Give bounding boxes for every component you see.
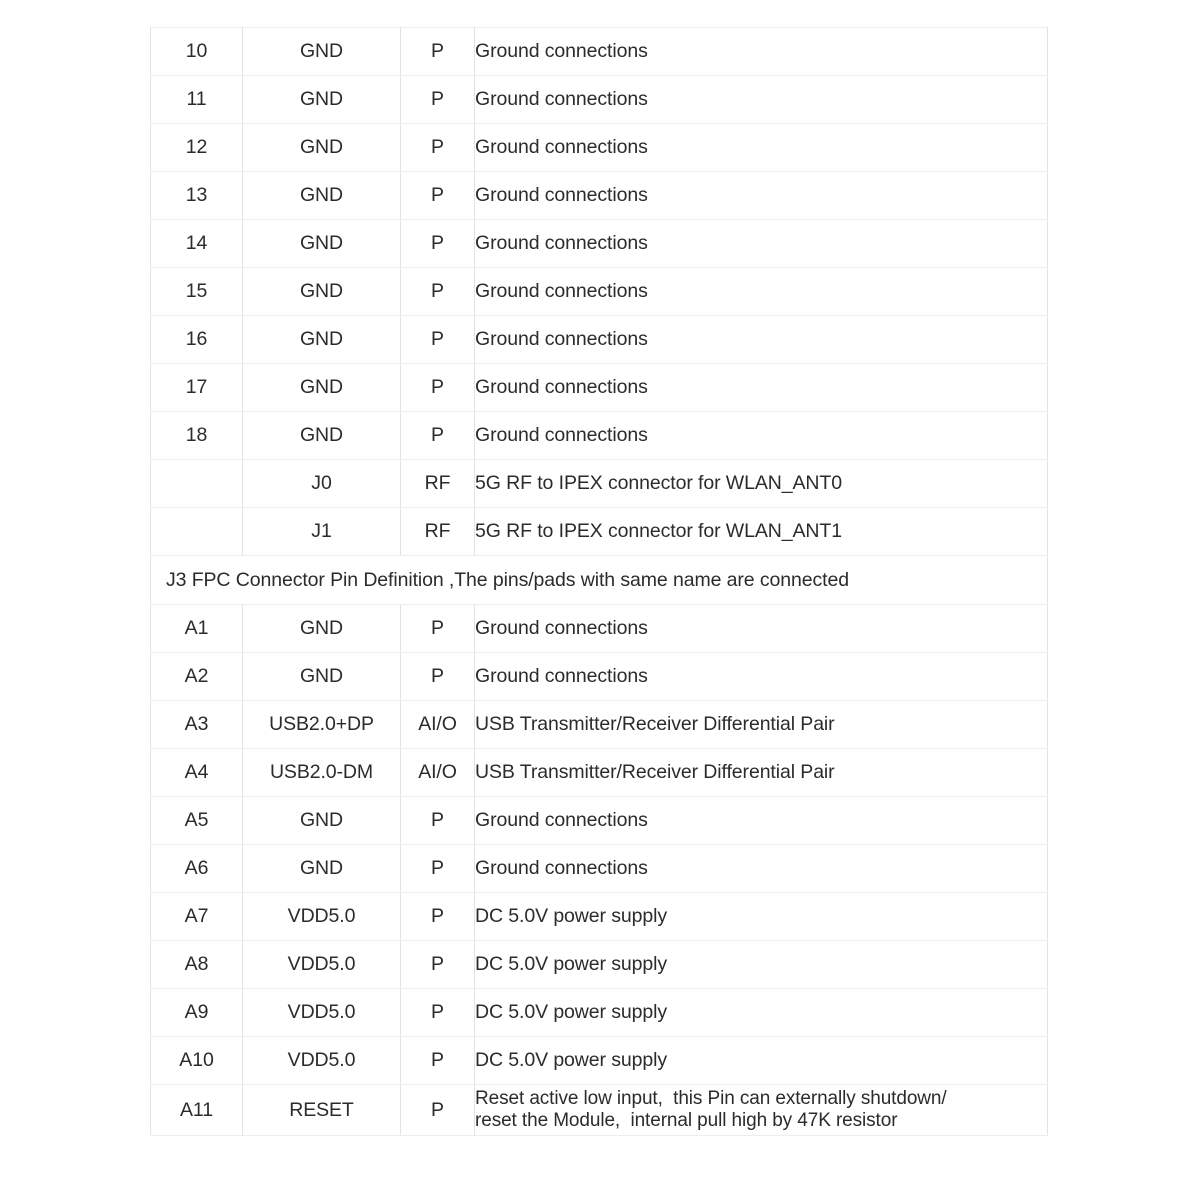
cell-pin: A7 (151, 893, 243, 941)
pin-definition-table-body (151, 28, 1048, 1136)
cell-name: GND (243, 412, 401, 460)
cell-name: GND (243, 28, 401, 76)
cell-name: VDD5.0 (243, 989, 401, 1037)
cell-type: P (401, 28, 475, 76)
cell-pin: 14 (151, 220, 243, 268)
cell-name: GND (243, 268, 401, 316)
cell-description: Ground connections (475, 172, 1048, 220)
cell-pin: A8 (151, 941, 243, 989)
cell-description: Ground connections (475, 364, 1048, 412)
cell-name: GND (243, 364, 401, 412)
cell-type: P (401, 364, 475, 412)
cell-name: VDD5.0 (243, 893, 401, 941)
cell-pin: 16 (151, 316, 243, 364)
table-row (151, 845, 1048, 893)
table-row (151, 701, 1048, 749)
cell-type: P (401, 412, 475, 460)
cell-type: P (401, 941, 475, 989)
table-row (151, 28, 1048, 76)
cell-type: P (401, 989, 475, 1037)
cell-pin (151, 460, 243, 508)
table-row (151, 1085, 1048, 1136)
cell-pin: 15 (151, 268, 243, 316)
cell-description: Ground connections (475, 653, 1048, 701)
cell-pin: A11 (151, 1085, 243, 1136)
cell-name: GND (243, 76, 401, 124)
cell-name: GND (243, 845, 401, 893)
cell-pin: 11 (151, 76, 243, 124)
table-row (151, 460, 1048, 508)
cell-type: P (401, 172, 475, 220)
cell-description: 5G RF to IPEX connector for WLAN_ANT1 (475, 508, 1048, 556)
table-row (151, 605, 1048, 653)
description-line-1: Reset active low input, this Pin can externally shutdown/ (475, 1087, 947, 1109)
cell-type: P (401, 605, 475, 653)
cell-name: USB2.0-DM (243, 749, 401, 797)
cell-description: Ground connections (475, 845, 1048, 893)
table-section-header-row (151, 556, 1048, 605)
cell-type: RF (401, 508, 475, 556)
cell-pin: A4 (151, 749, 243, 797)
cell-description: Ground connections (475, 220, 1048, 268)
cell-description: Ground connections (475, 76, 1048, 124)
cell-name: GND (243, 220, 401, 268)
cell-pin: 13 (151, 172, 243, 220)
cell-description: USB Transmitter/Receiver Differential Pair (475, 749, 1048, 797)
cell-pin: A6 (151, 845, 243, 893)
cell-type: P (401, 268, 475, 316)
table-row (151, 508, 1048, 556)
cell-name: J1 (243, 508, 401, 556)
table-row (151, 220, 1048, 268)
cell-type: AI/O (401, 749, 475, 797)
description-line-2: reset the Module, internal pull high by 47K resistor (475, 1110, 898, 1131)
cell-description: 5G RF to IPEX connector for WLAN_ANT0 (475, 460, 1048, 508)
cell-description: Ground connections (475, 316, 1048, 364)
cell-name: GND (243, 797, 401, 845)
cell-name: GND (243, 605, 401, 653)
cell-type: P (401, 845, 475, 893)
cell-type: P (401, 797, 475, 845)
table-row (151, 316, 1048, 364)
table-row (151, 412, 1048, 460)
table-row (151, 941, 1048, 989)
cell-description: Ground connections (475, 605, 1048, 653)
table-row (151, 268, 1048, 316)
table-row (151, 364, 1048, 412)
cell-type: P (401, 1085, 475, 1136)
cell-pin (151, 508, 243, 556)
cell-name: RESET (243, 1085, 401, 1136)
cell-description: Ground connections (475, 412, 1048, 460)
table-row (151, 172, 1048, 220)
cell-type: P (401, 1037, 475, 1085)
section-header-label: J3 FPC Connector Pin Definition ,The pins/pads with same name are connected (151, 556, 1048, 605)
table-row (151, 76, 1048, 124)
cell-type: P (401, 316, 475, 364)
cell-name: GND (243, 172, 401, 220)
cell-description: DC 5.0V power supply (475, 1037, 1048, 1085)
pin-definition-table (150, 27, 1048, 1136)
cell-name: GND (243, 124, 401, 172)
cell-name: VDD5.0 (243, 1037, 401, 1085)
cell-description: Ground connections (475, 124, 1048, 172)
table-row (151, 1037, 1048, 1085)
table-row (151, 749, 1048, 797)
cell-name: VDD5.0 (243, 941, 401, 989)
cell-description (475, 1085, 1048, 1136)
table-row (151, 989, 1048, 1037)
cell-description: DC 5.0V power supply (475, 989, 1048, 1037)
cell-type: P (401, 653, 475, 701)
cell-pin: 12 (151, 124, 243, 172)
cell-pin: A9 (151, 989, 243, 1037)
table-row (151, 124, 1048, 172)
cell-pin: A5 (151, 797, 243, 845)
cell-description: Ground connections (475, 797, 1048, 845)
table-row (151, 797, 1048, 845)
cell-description: Ground connections (475, 28, 1048, 76)
table-row (151, 653, 1048, 701)
cell-name: GND (243, 653, 401, 701)
cell-type: AI/O (401, 701, 475, 749)
cell-type: P (401, 220, 475, 268)
cell-type: P (401, 76, 475, 124)
cell-pin: A10 (151, 1037, 243, 1085)
cell-type: P (401, 124, 475, 172)
cell-pin: A2 (151, 653, 243, 701)
cell-pin: A3 (151, 701, 243, 749)
cell-pin: 17 (151, 364, 243, 412)
cell-pin: 10 (151, 28, 243, 76)
cell-type: RF (401, 460, 475, 508)
cell-name: J0 (243, 460, 401, 508)
cell-name: USB2.0+DP (243, 701, 401, 749)
cell-description: DC 5.0V power supply (475, 941, 1048, 989)
cell-name: GND (243, 316, 401, 364)
cell-description: DC 5.0V power supply (475, 893, 1048, 941)
cell-type: P (401, 893, 475, 941)
table-row (151, 893, 1048, 941)
cell-description: USB Transmitter/Receiver Differential Pair (475, 701, 1048, 749)
cell-pin: A1 (151, 605, 243, 653)
cell-pin: 18 (151, 412, 243, 460)
cell-description: Ground connections (475, 268, 1048, 316)
